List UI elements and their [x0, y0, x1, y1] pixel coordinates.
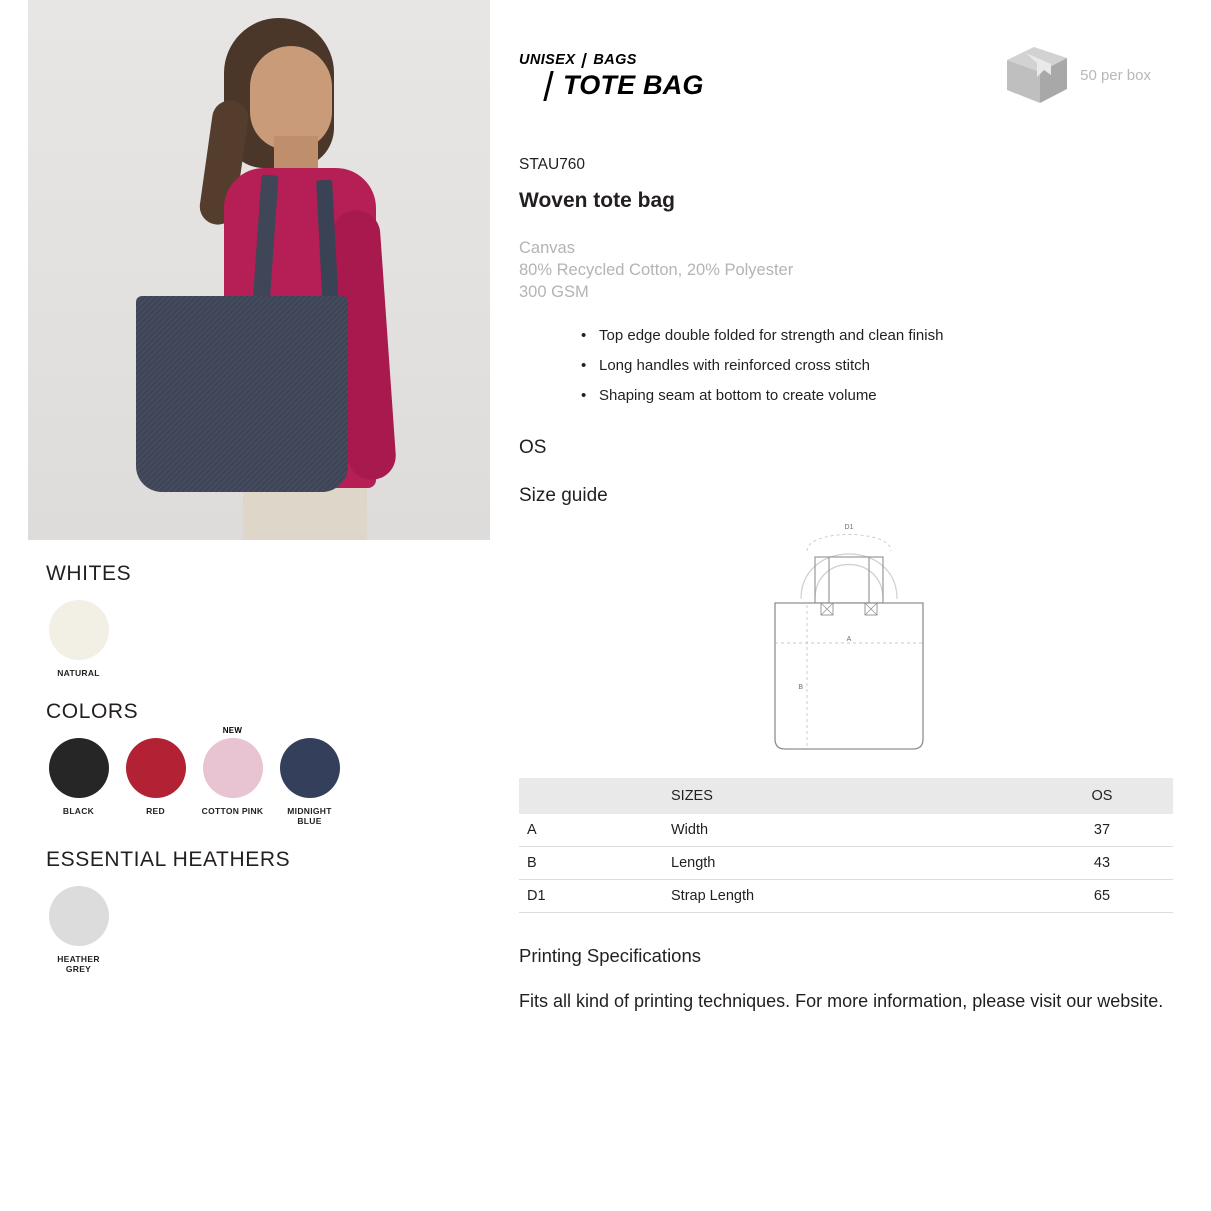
fabric-composition: 80% Recycled Cotton, 20% Polyester [519, 261, 794, 279]
swatch-dot[interactable] [126, 738, 186, 798]
swatch-label: NATURAL [57, 668, 100, 678]
tech-label-length: B [798, 684, 803, 691]
product-sku: STAU760 [519, 156, 586, 173]
product-title: Woven tote bag [519, 189, 675, 212]
box-quantity-label: 50 per box [1080, 66, 1151, 84]
list-item: • Top edge double folded for strength and clean finish [581, 321, 1179, 351]
available-sizes: OS [519, 437, 547, 458]
left-column [0, 0, 490, 974]
swatch-black[interactable] [46, 738, 111, 826]
photo-figure-face [250, 46, 332, 150]
row-os-value: 65 [1031, 880, 1173, 913]
swatch-red[interactable] [123, 738, 188, 826]
row-os-value: 37 [1031, 814, 1173, 847]
size-table-head [519, 778, 1173, 814]
table-row [519, 814, 1173, 847]
swatch-label: HEATHER GREY [57, 954, 100, 974]
row-code: A [519, 814, 663, 847]
fabric-info [519, 237, 1179, 303]
swatch-dot[interactable] [203, 738, 263, 798]
feature-list [581, 321, 1179, 411]
row-os-value: 43 [1031, 847, 1173, 880]
swatch-dot[interactable] [49, 886, 109, 946]
model-photo [28, 0, 490, 540]
list-item: • Shaping seam at bottom to create volume [581, 381, 1179, 411]
fabric-weight: 300 GSM [519, 283, 589, 301]
right-column [519, 0, 1179, 1017]
table-row [519, 880, 1173, 913]
list-item: • Long handles with reinforced cross stitch [581, 351, 1179, 381]
technical-drawing [759, 517, 939, 757]
size-guide-title: Size guide [519, 485, 608, 506]
swatch-label: MIDNIGHT BLUE [287, 806, 332, 826]
colorway-group-colors [46, 700, 490, 826]
colorway-heading: ESSENTIAL HEATHERS [46, 848, 291, 871]
swatch-label: RED [146, 806, 165, 816]
swatch-natural[interactable] [46, 600, 111, 678]
table-row [519, 847, 1173, 880]
row-code: D1 [519, 880, 663, 913]
photo-tote-bag [136, 296, 348, 492]
size-table-body [519, 814, 1173, 913]
swatch-label: COTTON PINK [201, 806, 264, 816]
printing-specifications-text: Fits all kind of printing techniques. For more information, please visit our website. [519, 991, 1164, 1011]
swatch-midnight-blue[interactable] [277, 738, 342, 826]
tech-label-width: A [846, 636, 852, 643]
colorway-heading: COLORS [46, 700, 139, 723]
swatch-row [46, 726, 490, 826]
swatch-row [46, 600, 490, 678]
swatch-row [46, 886, 490, 974]
table-header-row [519, 778, 1173, 814]
category-type: BAGS [593, 52, 637, 68]
colorway-heading: WHITES [46, 562, 132, 585]
new-badge: NEW [222, 726, 243, 735]
category-title: TOTE BAG [563, 70, 1179, 101]
swatch-dot[interactable] [49, 738, 109, 798]
category-gender: UNISEX [519, 52, 576, 68]
swatch-label: BLACK [62, 806, 95, 816]
header-sizes: SIZES [663, 778, 1031, 814]
swatch-dot[interactable] [280, 738, 340, 798]
fabric-name: Canvas [519, 239, 575, 257]
swatch-dot[interactable] [49, 600, 109, 660]
swatch-heather-grey[interactable] [46, 886, 111, 974]
slash-divider-icon [582, 53, 588, 68]
row-name: Width [663, 814, 1031, 847]
printing-specifications-title: Printing Specifications [519, 945, 702, 966]
row-name: Length [663, 847, 1031, 880]
size-table [519, 778, 1173, 913]
row-name: Strap Length [663, 880, 1031, 913]
colorway-group-whites [46, 562, 490, 678]
row-code: B [519, 847, 663, 880]
tech-label-strap: D1 [844, 524, 854, 531]
box-icon [1004, 44, 1070, 106]
box-quantity-info [1004, 44, 1151, 106]
header-code [519, 778, 663, 814]
swatch-cotton-pink[interactable] [200, 726, 265, 826]
colorway-group-essential-heathers [46, 848, 490, 974]
header-os: OS [1031, 778, 1173, 814]
